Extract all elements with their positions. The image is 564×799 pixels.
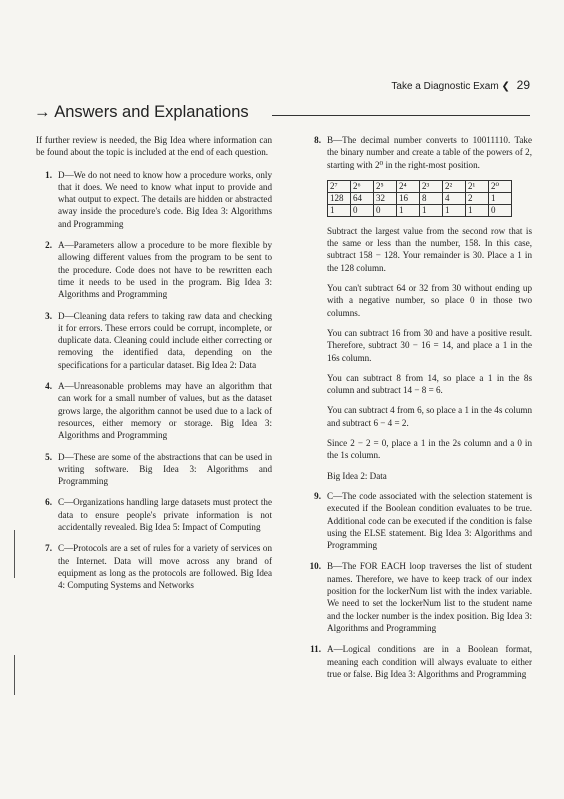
explanation-paragraph: You can subtract 8 from 14, so place a 1 in the 8s column and subtract 14 − 8 = 6. — [327, 372, 532, 396]
table-cell: 2³ — [420, 180, 443, 192]
answer-item — [36, 310, 272, 371]
answer-list-right — [305, 490, 532, 680]
right-column — [305, 134, 532, 689]
table-cell: 0 — [351, 204, 374, 216]
answer-number: 8. — [314, 135, 321, 145]
explanation-paragraph: You can subtract 16 from 30 and have a positive result. Therefore, subtract 30 − 16 = 14, and place a 1 in the 16s column. — [327, 327, 532, 363]
answer-item — [36, 542, 272, 591]
answer-item — [36, 380, 272, 441]
table-cell: 1 — [328, 204, 351, 216]
answer-number: 9. — [314, 490, 321, 501]
table-cell: 4 — [443, 192, 466, 204]
answer-item — [305, 490, 532, 551]
left-column — [36, 134, 272, 601]
table-cell: 1 — [489, 192, 512, 204]
bits-row — [328, 204, 512, 216]
running-title: Take a Diagnostic Exam — [391, 81, 499, 92]
answer-text: B—The decimal number converts to 10011110. Take the binary number and create a table of the powers of 2, starting with 2⁰ in the right-most position. — [327, 135, 532, 170]
arrow-right-icon: → — [34, 103, 51, 121]
answer-item — [36, 169, 272, 230]
answer-number: 10. — [309, 561, 321, 572]
page-number: 29 — [516, 78, 530, 92]
answer-text: A—Logical conditions are in a Boolean format, meaning each condition will always evaluate to either true or false. Big Idea 3: Algorithms and Programming — [327, 644, 532, 679]
intro-paragraph: If further review is needed, the Big Idea where information can be found about the topic is included at the end of each question. — [36, 135, 272, 158]
explanation-paragraph: Subtract the largest value from the second row that is the same or less than the number, 158. In this case, subtract 158 − 128. Your remainder is 30. Place a 1 in the 128 column. — [327, 225, 532, 273]
answer-number: 6. — [45, 497, 52, 508]
answer-text: D—Cleaning data refers to taking raw data and checking it for errors. These errors could be corrupt, incomplete, or duplicate data. Cleaning could include either correcting or removing the identified data, depending on the specifications for a particular dataset. Big Idea 2: Data — [58, 310, 272, 370]
table-cell: 2⁷ — [328, 180, 351, 192]
answer-text: C—The code associated with the selection statement is executed if the Boolean condition evaluates to be true. Additional code can be executed if the condition is false using the ELSE statement. Big Idea 3: Algorithms and Programming — [327, 490, 532, 551]
answer-number: 2. — [45, 240, 52, 251]
answer-item — [36, 451, 272, 488]
answer-item — [36, 496, 272, 533]
answer-text: B—The FOR EACH loop traverses the list of student names. Therefore, we have to keep track of our index position for the lockerNum list with the index variable. We need to set the lockerNum list to the student name and the locker number is the index position. Big Idea 3: Algorithms and Programming — [327, 561, 532, 633]
binary-table — [327, 180, 512, 217]
powers-row — [328, 180, 512, 192]
table-cell: 2⁴ — [397, 180, 420, 192]
answer-number: 3. — [45, 310, 52, 321]
answer-text: D—These are some of the abstractions that can be used in writing software. Big Idea 3: Algorithms and Programming — [58, 451, 272, 487]
table-cell: 64 — [351, 192, 374, 204]
explanation-paragraph: You can't subtract 64 or 32 from 30 without ending up with a negative number, so place 0 in those two columns. — [327, 283, 532, 318]
table-cell: 1 — [466, 204, 489, 216]
answer-number: 7. — [45, 543, 52, 554]
table-cell: 2 — [466, 192, 489, 204]
answer-list-left — [36, 169, 272, 592]
section-title-text: Answers and Explanations — [54, 103, 249, 121]
table-cell: 0 — [374, 204, 397, 216]
answer-number: 5. — [45, 451, 52, 462]
answer-text: A—Unreasonable problems may have an algorithm that can work for a small number of values, but as the dataset grows large, the algorithm cannot be used due to a lack of resources, either memory or storage. Big Idea 3: Algorithms and Programming — [58, 381, 272, 441]
margin-mark — [14, 655, 15, 695]
table-cell: 0 — [489, 204, 512, 216]
answer-number: 4. — [45, 381, 52, 392]
values-row — [328, 192, 512, 204]
table-cell: 2⁵ — [374, 180, 397, 192]
section-title — [34, 103, 249, 122]
chevron-left-icon: ❮ — [501, 81, 510, 92]
table-cell: 8 — [420, 192, 443, 204]
running-head — [370, 78, 530, 92]
table-cell: 128 — [328, 192, 351, 204]
heading-rule — [272, 115, 530, 116]
table-cell: 32 — [374, 192, 397, 204]
margin-mark — [14, 530, 15, 578]
explanation-paragraph: Since 2 − 2 = 0, place a 1 in the 2s column and a 0 in the 1s column. — [327, 438, 532, 461]
table-cell: 1 — [397, 204, 420, 216]
explanation-paragraph: Big Idea 2: Data — [327, 470, 387, 481]
answer-item — [36, 239, 272, 300]
answer-text: A—Parameters allow a procedure to be more flexible by allowing different values from the program to be sent to the procedure. Code does not have to be rewritten each time it needs to be used in the program. Big Idea 3: Algorithms and Programming — [58, 240, 272, 300]
answer-item — [305, 643, 532, 680]
explanation-paragraphs — [305, 225, 532, 482]
explanation-paragraph: You can subtract 4 from 6, so place a 1 in the 4s column and subtract 6 − 4 = 2. — [327, 405, 532, 428]
answer-number: 1. — [45, 169, 52, 180]
table-cell: 2² — [443, 180, 466, 192]
answer-item — [305, 560, 532, 634]
answer-number: 11. — [310, 644, 321, 655]
table-cell: 1 — [420, 204, 443, 216]
answer-text: C—Organizations handling large datasets must protect the data to ensure people's private information is not accidentally revealed. Big Idea 5: Impact of Computing — [58, 497, 272, 533]
answer-item — [305, 134, 532, 171]
table-cell: 2¹ — [466, 180, 489, 192]
table-cell: 2⁰ — [489, 180, 512, 192]
table-cell: 2⁶ — [351, 180, 374, 192]
answer-text: D—We do not need to know how a procedure works, only that it does. We need to know what input to provide and what output to expect. The details are hidden or abstracted away inside the procedure's code. Big Idea 3: Algorithms and Programming — [58, 169, 272, 229]
answer-text: C—Protocols are a set of rules for a variety of services on the Internet. Data will move across any brand of equipment as long as the protocols are followed. Big Idea 4: Computing Systems and Networks — [58, 543, 272, 591]
table-cell: 16 — [397, 192, 420, 204]
table-cell: 1 — [443, 204, 466, 216]
